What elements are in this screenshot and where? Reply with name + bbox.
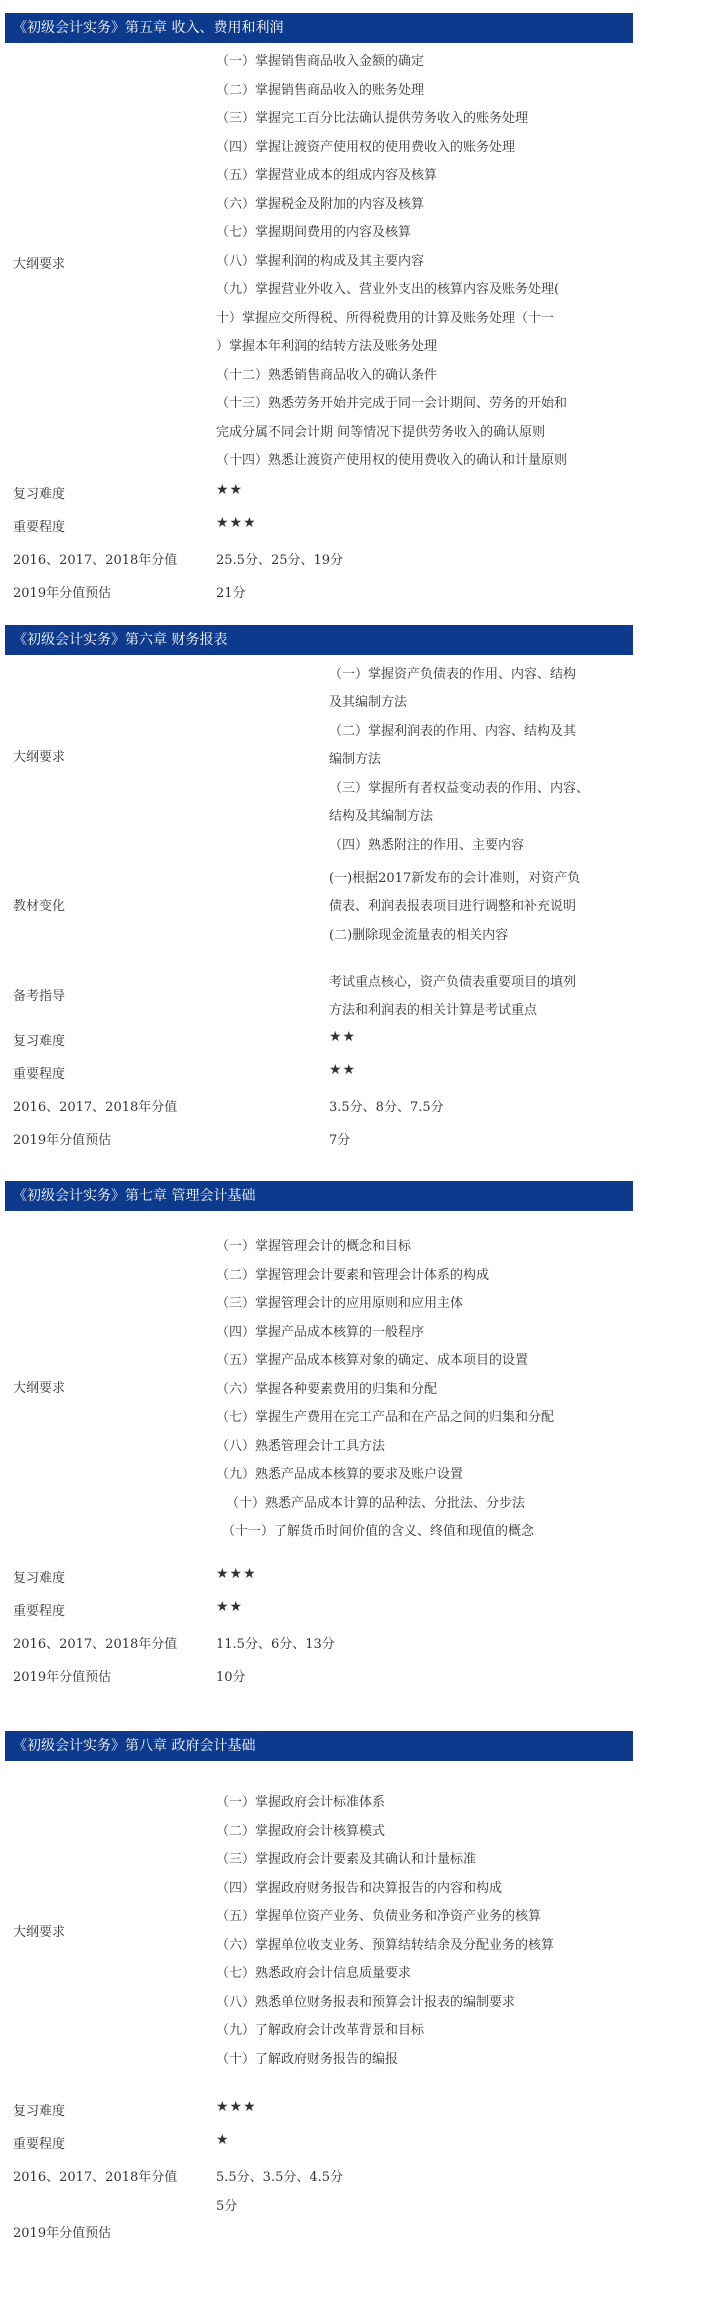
outline-item: （十）了解政府财务报告的编报: [216, 2052, 399, 2067]
scores-label: 2016、2017、2018年分值: [13, 1637, 178, 1652]
outline-item: （一）掌握管理会计的概念和目标: [216, 1239, 412, 1254]
outline-item: （二）掌握销售商品收入的账务处理: [216, 83, 425, 98]
chapter5-header: 《初级会计实务》第五章 收入、费用和利润: [5, 13, 633, 43]
importance-stars: ★★: [329, 1062, 357, 1078]
outline-item: （三）掌握政府会计要素及其确认和计量标准: [216, 1852, 477, 1867]
outline-item: （一）掌握销售商品收入金额的确定: [216, 54, 425, 69]
outline-item: （七）掌握生产费用在完工产品和在产品之间的归集和分配: [216, 1410, 555, 1425]
outline-label: 大纲要求: [13, 1381, 66, 1396]
chapter8-header: 《初级会计实务》第八章 政府会计基础: [5, 1731, 633, 1761]
textbook-change-item: (二)删除现金流量表的相关内容: [329, 928, 509, 943]
outline-item: （五）掌握产品成本核算对象的确定、成本项目的设置: [216, 1353, 529, 1368]
difficulty-stars: ★★★: [216, 2099, 257, 2115]
importance-label: 重要程度: [13, 1067, 66, 1082]
scores-label: 2016、2017、2018年分值: [13, 1100, 178, 1115]
outline-item: 完成分属不同会计期 间等情况下提供劳务收入的确认原则: [216, 425, 546, 440]
textbook-change-item: 债表、利润表报表项目进行调整和补充说明: [329, 899, 577, 914]
chapter8-section: [5, 1731, 633, 2291]
scores-value: 3.5分、8分、7.5分: [329, 1100, 444, 1115]
importance-stars: ★★: [216, 1599, 244, 1615]
scores-value: 25.5分、25分、19分: [216, 553, 344, 568]
outline-item: （五）掌握营业成本的组成内容及核算: [216, 168, 438, 183]
outline-item: （二）掌握管理会计要素和管理会计体系的构成: [216, 1268, 490, 1283]
study-guide-item: 方法和利润表的相关计算是考试重点: [329, 1003, 538, 1018]
outline-item: （六）掌握单位收支业务、预算结转结余及分配业务的核算: [216, 1938, 555, 1953]
forecast-label: 2019年分值预估: [13, 1133, 112, 1148]
difficulty-label: 复习难度: [13, 1034, 66, 1049]
outline-item: （十四）熟悉让渡资产使用权的使用费收入的确认和计量原则: [216, 453, 568, 468]
outline-item: （六）掌握税金及附加的内容及核算: [216, 197, 425, 212]
chapter6-section: [5, 625, 633, 1185]
textbook-change-item: (一)根据2017新发布的会计准则，对资产负: [329, 871, 581, 886]
chapter6-header: 《初级会计实务》第六章 财务报表: [5, 625, 633, 655]
outline-item: （十一）了解货币时间价值的含义、终值和现值的概念: [222, 1524, 535, 1539]
forecast-label: 2019年分值预估: [13, 586, 112, 601]
importance-stars: ★: [216, 2132, 230, 2148]
outline-item: （六）掌握各种要素费用的归集和分配: [216, 1382, 438, 1397]
difficulty-label: 复习难度: [13, 487, 66, 502]
outline-item: （八）熟悉管理会计工具方法: [216, 1439, 386, 1454]
forecast-value: 7分: [329, 1133, 351, 1148]
forecast-value: 21分: [216, 586, 246, 601]
outline-item: （四）掌握让渡资产使用权的使用费收入的账务处理: [216, 140, 516, 155]
outline-item: （九）掌握营业外收入、营业外支出的核算内容及账务处理(: [216, 282, 560, 297]
outline-item: 十）掌握应交所得税、所得税费用的计算及账务处理（十一: [216, 311, 555, 326]
outline-item: 结构及其编制方法: [329, 809, 434, 824]
outline-item: （十三）熟悉劳务开始并完成于同一会计期间、劳务的开始和: [216, 396, 568, 411]
chapter7-section: [5, 1181, 633, 1685]
outline-label: 大纲要求: [13, 1925, 66, 1940]
scores-label: 2016、2017、2018年分值: [13, 553, 178, 568]
outline-item: （三）掌握管理会计的应用原则和应用主体: [216, 1296, 464, 1311]
importance-stars: ★★★: [216, 515, 257, 531]
outline-item: （十二）熟悉销售商品收入的确认条件: [216, 368, 438, 383]
importance-label: 重要程度: [13, 520, 66, 535]
chapter5-section: [5, 13, 633, 613]
outline-item: （八）掌握利润的构成及其主要内容: [216, 254, 425, 269]
difficulty-label: 复习难度: [13, 2104, 66, 2119]
chapter7-header: 《初级会计实务》第七章 管理会计基础: [5, 1181, 633, 1211]
scores-value: 5.5分、3.5分、4.5分: [216, 2170, 344, 2185]
difficulty-stars: ★★★: [216, 1566, 257, 1582]
outline-item: （四）掌握产品成本核算的一般程序: [216, 1325, 425, 1340]
outline-item: （八）熟悉单位财务报表和预算会计报表的编制要求: [216, 1995, 516, 2010]
outline-item: （五）掌握单位资产业务、负债业务和净资产业务的核算: [216, 1909, 542, 1924]
outline-item: （二）掌握利润表的作用、内容、结构及其: [329, 724, 577, 739]
outline-item: （一）掌握资产负债表的作用、内容、结构: [329, 667, 577, 682]
outline-item: （三）掌握完工百分比法确认提供劳务收入的账务处理: [216, 111, 529, 126]
scores-label: 2016、2017、2018年分值: [13, 2170, 178, 2185]
forecast-value: 10分: [216, 1670, 246, 1685]
forecast-value: 5分: [216, 2199, 238, 2214]
outline-item: （四）掌握政府财务报告和决算报告的内容和构成: [216, 1881, 503, 1896]
outline-label: 大纲要求: [13, 257, 66, 272]
importance-label: 重要程度: [13, 2137, 66, 2152]
outline-item: （一）掌握政府会计标准体系: [216, 1795, 386, 1810]
scores-value: 11.5分、6分、13分: [216, 1637, 335, 1652]
forecast-label: 2019年分值预估: [13, 2226, 112, 2241]
outline-item: （七）熟悉政府会计信息质量要求: [216, 1966, 412, 1981]
outline-item: （九）了解政府会计改革背景和目标: [216, 2023, 425, 2038]
outline-item: （十）熟悉产品成本计算的品种法、分批法、分步法: [226, 1496, 526, 1511]
outline-item: 及其编制方法: [329, 695, 408, 710]
textbook-change-label: 教材变化: [13, 899, 66, 914]
outline-item: （四）熟悉附注的作用、主要内容: [329, 838, 525, 853]
outline-item: 编制方法: [329, 752, 382, 767]
outline-label: 大纲要求: [13, 750, 66, 765]
importance-label: 重要程度: [13, 1604, 66, 1619]
study-guide-item: 考试重点核心，资产负债表重要项目的填列: [329, 975, 577, 990]
outline-item: （二）掌握政府会计核算模式: [216, 1824, 386, 1839]
difficulty-stars: ★★: [329, 1029, 357, 1045]
study-guide-label: 备考指导: [13, 989, 66, 1004]
difficulty-label: 复习难度: [13, 1571, 66, 1586]
difficulty-stars: ★★: [216, 482, 244, 498]
outline-item: （三）掌握所有者权益变动表的作用、内容、: [329, 781, 590, 796]
outline-item: （七）掌握期间费用的内容及核算: [216, 225, 412, 240]
outline-item: （九）熟悉产品成本核算的要求及账户设置: [216, 1467, 464, 1482]
forecast-label: 2019年分值预估: [13, 1670, 112, 1685]
outline-item: ）掌握本年利润的结转方法及账务处理: [216, 339, 438, 354]
